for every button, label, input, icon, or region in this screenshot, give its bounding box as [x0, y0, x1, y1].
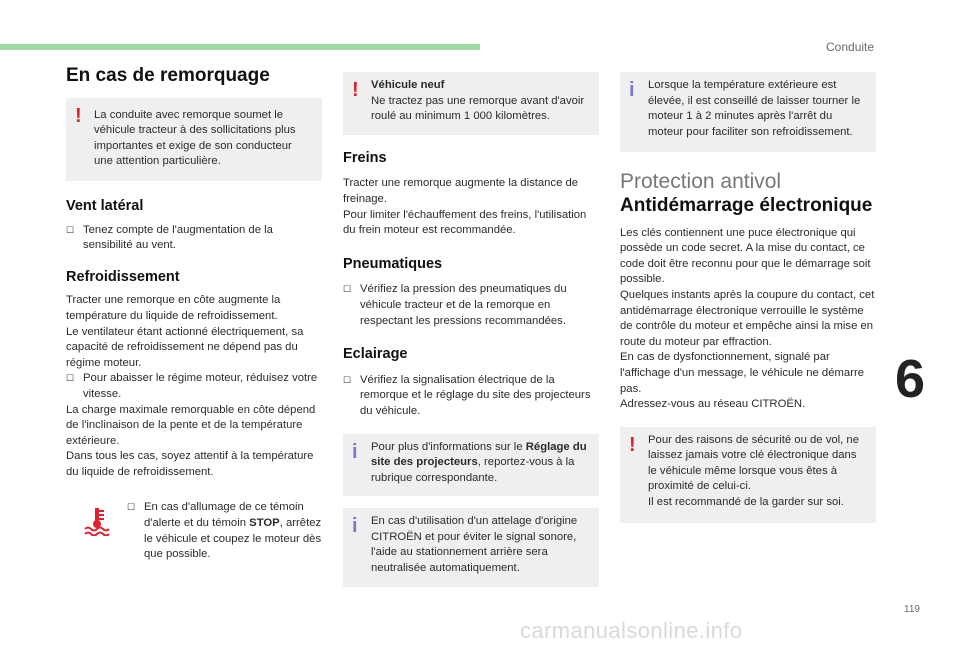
- header-accent-bar: [0, 44, 480, 50]
- column-right: [620, 72, 876, 523]
- antidemarrage-body: [620, 226, 876, 413]
- section-label: Conduite: [826, 40, 875, 54]
- vehicule-neuf-title: Véhicule neuf: [371, 79, 445, 91]
- square-bullet-icon: ☐: [343, 374, 352, 385]
- section-title: En cas de remorquage: [66, 65, 270, 86]
- vent-bullet: [66, 223, 322, 254]
- refroidissement-title: Refroidissement: [66, 268, 180, 285]
- refroid-bullet-text: Pour abaisser le régime moteur, réduisez votre vitesse.: [83, 372, 318, 400]
- cle-warning-text-2: Il est recommandé de la garder sur soi.: [648, 496, 844, 509]
- pneus-bullet: [343, 282, 599, 329]
- antidem-p3: En cas de dysfonctionnement, signalé par l'affichage d'un message, le véhicule ne démarre pas.: [620, 351, 864, 395]
- exclamation-icon: !: [629, 433, 636, 456]
- column-left: [66, 65, 322, 563]
- freins-p2: Pour limiter l'échauffement des freins, l'utilisation du frein moteur est recommandée.: [343, 208, 587, 237]
- antidem-p4: Adressez-vous au réseau CITROËN.: [620, 398, 806, 411]
- square-bullet-icon: ☐: [66, 224, 75, 235]
- antidem-p1: Les clés contiennent une puce électronique qui possède un code secret. A la mise du contact, ce code doit être reconnu pour que le démarrage soit possible.: [620, 226, 871, 286]
- info-attelage-text: En cas d'utilisation d'un attelage d'origine CITROËN et pour éviter le signal sonore, l'aide au stationnement arrière sera neutralisée automatiquement.: [371, 515, 578, 575]
- alert-text: En cas d'allumage de ce témoin d'alerte et du témoin STOP, arrêtez le véhicule et coupez le moteur dès que possible.: [144, 501, 322, 561]
- watermark: carmanualsonline.info: [520, 618, 743, 643]
- refroid-p4: Dans tous les cas, soyez attentif à la température du liquide de refroidissement.: [66, 450, 314, 478]
- warning-text: La conduite avec remorque soumet le véhicule tracteur à des sollicitations plus importantes et exige de son conducteur une attention particulière.: [94, 108, 296, 168]
- vent-bullet-text: Tenez compte de l'augmentation de la sensibilité au vent.: [83, 223, 273, 252]
- freins-p1: Tracter une remorque augmente la distance de freinage.: [343, 177, 579, 205]
- refroidissement-body: [66, 293, 322, 480]
- pneumatiques-title: Pneumatiques: [343, 255, 443, 272]
- pneus-bullet-text: Vérifiez la pression des pneumatiques du véhicule tracteur et de la remorque en respectant les pressions recommandées.: [360, 283, 567, 327]
- alert-bullet: [127, 500, 322, 562]
- eclairage-bullet: [343, 373, 599, 420]
- refroid-p3: La charge maximale remorquable en côte dépend de l'inclinaison de la pente et de la température extérieure.: [66, 403, 316, 447]
- info-icon: i: [629, 79, 635, 101]
- vehicule-neuf-text: Ne tractez pas une remorque avant d'avoir roulé au minimum 1 000 kilomètres.: [371, 94, 585, 123]
- column-middle: [343, 72, 599, 587]
- square-bullet-icon: ☐: [343, 284, 352, 295]
- exclamation-icon: !: [75, 104, 82, 127]
- page-number: 119: [904, 604, 920, 615]
- antidem-p2: Quelques instants après la coupure du contact, cet antidémarrage électronique verrouille le système de contrôle du moteur et empêche ainsi la mise en route du moteur par effraction.: [620, 288, 875, 348]
- protection-title: Protection antivol: [620, 170, 782, 194]
- square-bullet-icon: ☐: [127, 502, 136, 513]
- info-icon: i: [352, 440, 358, 463]
- refroid-p2: Le ventilateur étant actionné électriquement, sa capacité de refroidissement ne dépend pas du régime moteur.: [66, 325, 304, 369]
- vent-title: Vent latéral: [66, 197, 144, 214]
- cle-warning-text: Pour des raisons de sécurité ou de vol, ne laissez jamais votre clé électronique dans le véhicule même lorsque vous êtes à proximité de celui-ci.: [648, 433, 860, 493]
- square-bullet-icon: ☐: [66, 373, 75, 384]
- info-box-attelage: [343, 508, 599, 586]
- alert-block: [66, 500, 322, 562]
- freins-body: [343, 176, 599, 238]
- info-icon: i: [352, 515, 358, 538]
- info-temperature-text: Lorsque la température extérieure est élevée, il est conseillé de laisser tourner le moteur 1 à 2 minutes après l'arrêt du moteur pour faciliter son refroidissement.: [648, 79, 861, 138]
- refroid-p1: Tracter une remorque en côte augmente la température du liquide de refroidissement.: [66, 294, 281, 322]
- refroid-bullet: [66, 371, 322, 402]
- exclamation-icon: !: [352, 79, 359, 101]
- coolant-temperature-icon: [84, 506, 110, 536]
- vehicule-neuf-box: [343, 72, 599, 135]
- eclairage-bullet-text: Vérifiez la signalisation électrique de la remorque et le réglage du site des projecteurs du véhicule.: [360, 373, 591, 417]
- freins-title: Freins: [343, 149, 387, 166]
- warning-box-cle: [620, 427, 876, 523]
- eclairage-title: Eclairage: [343, 346, 408, 363]
- chapter-number: 6: [895, 349, 926, 409]
- info-box-temperature: [620, 72, 876, 152]
- info-projecteurs-text: Pour plus d'informations sur le Réglage du site des projecteurs, reportez-vous à la rubrique correspondante.: [371, 440, 587, 484]
- info-box-projecteurs: [343, 434, 599, 497]
- antidemarrage-title: Antidémarrage électronique: [620, 194, 873, 216]
- warning-box: [66, 98, 322, 181]
